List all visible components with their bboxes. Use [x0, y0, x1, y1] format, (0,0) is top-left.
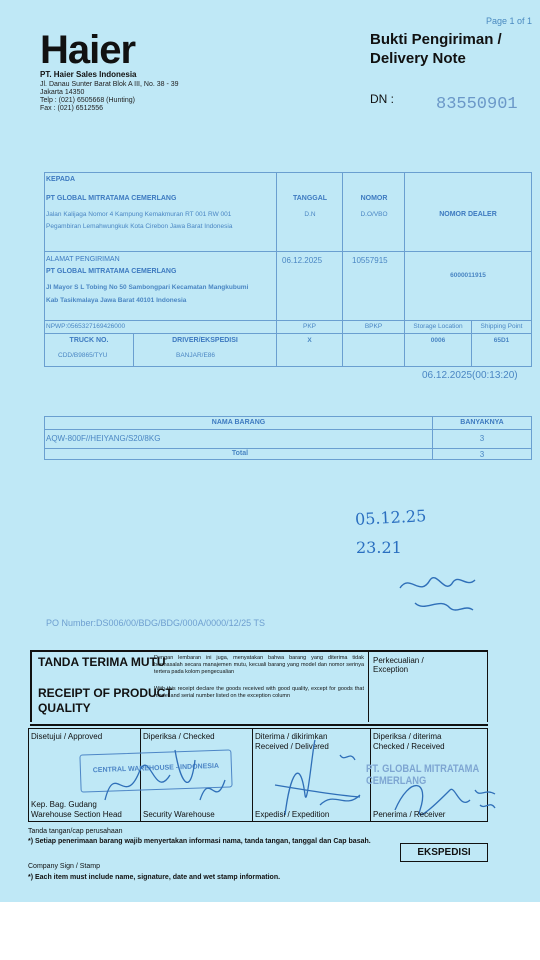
sig-divider-2	[252, 728, 253, 822]
warehouse-head-line2: Warehouse Section Head	[31, 810, 122, 819]
dealer-value-box	[404, 251, 532, 321]
nomor-label: NOMOR	[360, 195, 388, 202]
print-timestamp: 06.12.2025(00:13:20)	[422, 370, 518, 381]
document-title	[370, 30, 502, 68]
ekspedisi-box: EKSPEDISI	[400, 843, 488, 862]
handwritten-time: 23.21	[356, 538, 402, 557]
truck-value: CDD/B9865/TYU	[58, 352, 108, 359]
security-label: Security Warehouse	[143, 810, 215, 819]
receipt-text-en: With this receipt declare the goods received with good quality, except for goods that model and serial number listed on the exception column	[154, 686, 364, 699]
shipping-point-value: 65D1	[493, 337, 510, 344]
handwritten-signature-mid	[395, 568, 485, 618]
checked-label: Diperiksa / Checked	[143, 732, 215, 741]
dn-number: 83550901	[436, 95, 518, 114]
item-row-name: AQW-800F//HEIYANG/S20/8KG	[46, 434, 161, 443]
received-delivered-line2: Received / Delivered	[255, 742, 329, 751]
warehouse-head	[31, 800, 122, 820]
pkp-label: PKP	[302, 323, 316, 330]
recipient-address1: Jalan Kalijaga Nomor 4 Kampung Kemakmuran RT 001 RW 001	[46, 211, 232, 218]
truck-label: TRUCK NO.	[69, 337, 109, 344]
nomor-sub: D.O/VBO	[360, 211, 388, 218]
items-total-divider	[44, 448, 532, 449]
driver-label: DRIVER/EKSPEDISI	[172, 337, 238, 344]
po-number: PO Number:DS006/00/BDG/BDG/000A/0000/12/25 TS	[46, 618, 265, 628]
shipping-name: PT GLOBAL MITRATAMA CEMERLANG	[46, 268, 177, 275]
receipt-product-line2: QUALITY	[38, 701, 91, 715]
approved-label: Disetujui / Approved	[31, 732, 103, 741]
item-row-qty: 3	[479, 434, 485, 443]
total-qty: 3	[479, 450, 485, 459]
dealer-label: NOMOR DEALER	[439, 211, 497, 218]
receipt-text-id: Dengan lembaran ini juga, menyatakan bahwa barang yang diterima tidak bermasalah secara manajemen mutu, kecuali barang yang model dan nomor serinya tertera pada kolom pengecualian	[154, 655, 364, 675]
company-stamp: PT. GLOBAL MITRATAMA CEMERLANG	[366, 763, 479, 787]
exception-label: Perkecualian / Exception	[373, 656, 424, 674]
bpkp-label: BPKP	[364, 323, 383, 330]
expedisi-label: Expedisi / Expedition	[255, 810, 330, 819]
received-delivered-line1: Diterima / dikirimkan	[255, 732, 328, 741]
items-name-header: NAMA BARANG	[211, 419, 266, 426]
recipient-name: PT GLOBAL MITRATAMA CEMERLANG	[46, 195, 177, 202]
driver-value: BANJAR/E86	[176, 352, 216, 359]
title-line1: Bukti Pengiriman /	[370, 31, 502, 48]
dn-label: DN :	[370, 92, 394, 106]
shipping-address1: Jl Mayor S L Tobing No 50 Sambongpari Kecamatan Mangkubumi	[46, 284, 249, 291]
phone: Telp : (021) 6505668 (Hunting)	[40, 97, 135, 104]
footer-tanda-tangan: Tanda tangan/cap perusahaan	[28, 828, 123, 835]
tanda-terima-mutu: TANDA TERIMA MUTU	[38, 655, 166, 669]
company-name: PT. Haier Sales Indonesia	[40, 70, 137, 79]
footer-note-en: *) Each item must include name, signature, date and wet stamp information.	[28, 874, 281, 881]
checked-received-line1: Diperiksa / diterima	[373, 732, 442, 741]
receiver-label: Penerima / Receiver	[373, 810, 446, 819]
address-line2: Jakarta 14350	[40, 89, 85, 96]
checked-received-line2: Checked / Received	[373, 742, 445, 751]
total-label: Total	[231, 450, 249, 457]
npwp: NPWP:0565327169426000	[46, 323, 126, 330]
tanggal-value: 06.12.2025	[282, 256, 323, 265]
receipt-left-bracket	[30, 650, 38, 722]
tanggal-sub: D.N	[304, 211, 316, 218]
shipping-address2: Kab Tasikmalaya Jawa Barat 40101 Indonesia	[46, 297, 187, 304]
handwritten-date: 05.12.25	[354, 506, 427, 529]
expedition-signature	[265, 735, 370, 820]
footer-note-id: *) Setiap penerimaan barang wajib menyertakan informasi nama, tanda tangan, tanggal dan Cap basah.	[28, 838, 371, 845]
footer-company-sign: Company Sign / Stamp	[28, 863, 100, 870]
tanggal-label: TANGGAL	[292, 195, 328, 202]
title-line2: Delivery Note	[370, 50, 466, 67]
shipping-label: ALAMAT PENGIRIMAN	[46, 256, 120, 263]
warehouse-stamp-text: CENTRAL WAREHOUSE - INDONESIA	[92, 762, 220, 775]
recipient-address2: Pegambiran Lemahwungkuk Kota Cirebon Jawa Barat Indonesia	[46, 223, 233, 230]
storage-label: Storage Location	[413, 323, 463, 330]
receipt-product-line1: RECEIPT OF PRODUCT	[38, 686, 173, 700]
nomor-value: 10557915	[352, 256, 388, 265]
bpkp-value-box	[342, 333, 405, 367]
warehouse-head-line1: Kep. Bag. Gudang	[31, 800, 97, 809]
haier-logo: Haier	[40, 28, 136, 72]
page-indicator: Page 1 of 1	[485, 16, 532, 26]
dealer-value: 6000011915	[450, 272, 486, 279]
storage-value: 0006	[430, 337, 446, 344]
checked-received	[373, 732, 445, 752]
shipping-point-label: Shipping Point	[480, 323, 523, 330]
address-line1: Jl. Danau Sunter Barat Blok A III, No. 38 - 39	[40, 81, 179, 88]
fax: Fax : (021) 6512556	[40, 105, 104, 112]
items-header-divider	[44, 429, 532, 430]
pkp-value: X	[307, 337, 312, 344]
kepada-label: KEPADA	[46, 176, 76, 183]
items-qty-header: BANYAKNYA	[460, 419, 504, 426]
